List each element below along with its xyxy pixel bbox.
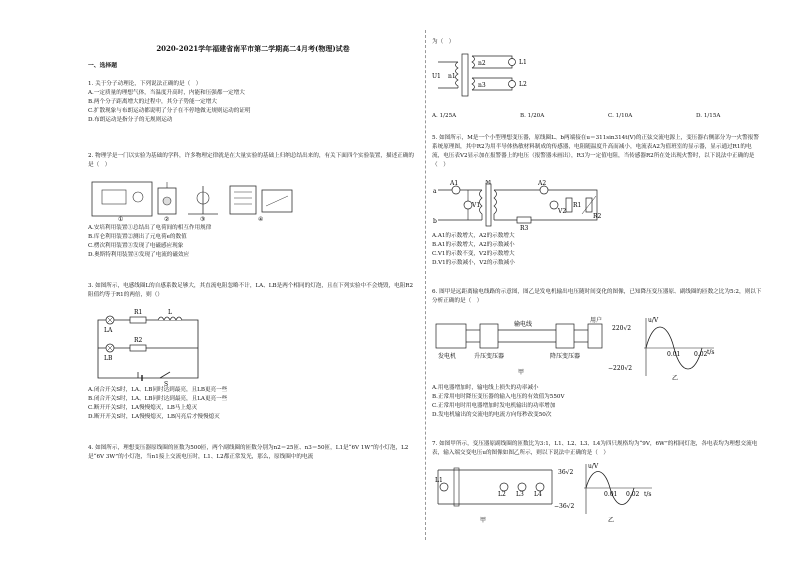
question-stem: 为（ ） (432, 39, 455, 45)
resistor-r2 (130, 345, 146, 351)
label-jia: 甲 (518, 369, 525, 376)
question-stem: 2. 物理学是一门以实验为基础的学科，许多物理定律就是在大量实验的基础上归纳总结出来的，有关下面四个实验装置，描述正确的是（ ） (88, 153, 414, 168)
option-b: B.正常用电时降压变压器的输入电压的有效值为550V (432, 394, 565, 400)
option-a: A.用电器增加时，输电线上损失的功率减小 (432, 385, 539, 391)
option-a: A. 1/25A (432, 113, 457, 119)
label-b: b (433, 218, 437, 225)
option-c: C.扩散现象与布朗运动都说明了分子在不停地做无规则运动的证明 (88, 108, 251, 114)
lamp-l3 (518, 483, 526, 491)
label-m: M (485, 180, 492, 186)
voltage-graph (608, 317, 715, 380)
label-n1: n1 (448, 73, 456, 80)
option-d: D.发电机输出的交流电的电流方向每秒改变50次 (432, 412, 552, 418)
label-u1: U1 (432, 73, 441, 80)
label-a: a (433, 188, 437, 195)
iron-core (462, 54, 468, 96)
resistor-r3 (517, 217, 531, 223)
option-c: C. 1/10A (608, 113, 633, 119)
tick-0-01: 0.01 (604, 491, 618, 498)
label-yi: 乙 (608, 517, 615, 524)
label-lb: LB (104, 355, 113, 362)
lamp-l4 (536, 483, 544, 491)
label-peak: 36√2 (558, 469, 574, 476)
label-l: L (168, 309, 172, 316)
option-c: C.断开开关S时，LA慢慢熄灭，LB马上熄灭 (88, 405, 198, 411)
label-peak: 220√2 (612, 325, 632, 332)
label-r3: R3 (520, 225, 529, 230)
apparatus-1 (92, 182, 152, 216)
u-axis-label: u/V (588, 463, 599, 470)
ammeter-a2 (540, 186, 548, 194)
transformer-m (486, 184, 491, 226)
label-jia: 甲 (480, 517, 487, 524)
transformer-core (454, 468, 459, 506)
option-a: A.闭合开关S时，LA、LB同时达到最亮，且LB更亮一些 (88, 387, 228, 393)
label-r2: R2 (593, 213, 602, 220)
question-stem: 4. 如图所示，理想变压器原线圈的匝数为500匝，两个副线圈的匝数分别为n2＝25匝、n3＝50匝，L1是“6V 1W”的小灯泡，L2是“6V 3W”的小灯泡，当n1接上交流电压时，L1、L2都正常发光，那么，原线圈中的电流 (88, 445, 409, 460)
label-l2: L2 (498, 491, 506, 498)
label-n3: n3 (478, 82, 486, 89)
option-b: B.A1的示数增大，A2的示数减小 (432, 242, 515, 248)
fig-label-1: ① (118, 216, 124, 222)
question-5 (432, 134, 762, 170)
q2-apparatus-figure (88, 178, 418, 222)
question-2 (88, 152, 418, 170)
resistor-r1 (130, 317, 146, 323)
generator-box (436, 324, 466, 348)
step-up-transformer (480, 324, 498, 348)
step-down-transformer (556, 324, 574, 348)
column-divider (425, 30, 427, 540)
label-yi: 乙 (672, 375, 679, 380)
right-column (432, 0, 762, 562)
label-generator: 发电机 (438, 353, 457, 360)
question-1 (88, 80, 418, 125)
label-a2: A2 (538, 180, 547, 187)
question-6-options (432, 384, 762, 420)
page-title: 2020-2021学年福建省南平市第二学期高二4月考(物理)试卷 (156, 44, 350, 53)
option-c: C.V1的示数不变，V2的示数增大 (432, 251, 515, 257)
label-step-up: 升压变压器 (474, 353, 505, 360)
lamp-l1 (509, 59, 516, 66)
label-l3: L3 (516, 491, 524, 498)
voltage-graph (554, 463, 652, 524)
fig-label-2: ② (164, 216, 170, 222)
label-v2: V2 (558, 208, 567, 215)
ammeter-a1 (452, 186, 460, 194)
question-3 (88, 282, 418, 300)
user-box (588, 324, 602, 348)
lamp-l2 (509, 81, 516, 88)
tick-0-01: 0.01 (667, 351, 681, 358)
option-a: A.一定质量的理想气体，当温度升高时，内能和压强都一定增大 (88, 90, 245, 96)
option-a: A.安培利用装置①总结出了电荷间的相互作用规律 (88, 225, 212, 231)
label-l1: L1 (519, 59, 527, 66)
question-stem: 7. 如图甲所示，变压器原副线圈的匝数比为3:1，L1、L2、L3、L4为四只规格均为“9V，6W”的相同灯泡，各电表均为理想交流电表，输入端交变电压u的图像如图乙所示，则以下说法中正确的是（ ） (432, 441, 758, 456)
label-line: 输电线 (514, 321, 533, 328)
option-d: D.断开开关S时，LA慢慢熄灭，LB闪亮后才慢慢熄灭 (88, 414, 220, 420)
question-stem: 5. 如图所示，M是一个小型理想变压器，原线圈L、b两端接在u＝311sin314t(V)的正弦交流电源上，变压器右侧部分为一火警报警系统原理图，其中R2为用半导体热敏材料制成的传感器，电阻随温度升高而减小，电流表A2为值班室的显示器，显示通过R1的电流，电压表V2显示加在报警器上的电压（报警器未画出），R3为一定值电阻，当传感器R2所在处出现火警时，以下说法中正确的是（ ） (432, 135, 759, 168)
question-7 (432, 440, 762, 458)
question-stem: 3. 如图所示，电感线圈L的自感系数足够大，其直流电阻忽略不计，LA、LB是两个相同的灯泡，且在下列实验中不会烧毁，电阻R2阻值约等于R1的两倍，则（） (88, 283, 414, 298)
tick-0-02: 0.02 (626, 491, 640, 498)
q3-circuit-figure (88, 306, 208, 386)
label-step-down: 降压变压器 (550, 353, 581, 360)
t-axis-label: t/s (644, 491, 652, 498)
label-a1: A1 (450, 180, 459, 187)
u-axis-label: u/V (648, 317, 659, 324)
question-6 (432, 288, 762, 306)
resistor-r1 (566, 198, 572, 212)
primary-coil (456, 62, 459, 88)
t-axis-label: t/s (707, 349, 715, 356)
option-d: D.布朗运动是指分子的无规则运动 (88, 117, 173, 123)
option-c: C.正常用电时用电器增加时发电机输出的功率增加 (432, 403, 556, 409)
left-column (88, 0, 418, 562)
label-user: 用户 (590, 317, 603, 324)
label-n2: n2 (478, 60, 486, 67)
question-2-options (88, 224, 418, 260)
q4-transformer-figure (432, 48, 542, 102)
label-trough: −220√2 (608, 365, 633, 372)
option-b: B.库仑利用装置②测出了元电荷e的数值 (88, 234, 187, 240)
question-5-options (432, 232, 762, 268)
question-4-continued (432, 38, 762, 47)
option-d: D.V1的示数减小，V2的示数减小 (432, 260, 515, 266)
tick-0-02: 0.02 (694, 351, 708, 358)
q7-figure (432, 462, 762, 524)
voltmeter-v1 (464, 201, 472, 209)
label-trough: −36√2 (554, 503, 575, 510)
apparatus-4 (230, 186, 256, 214)
fig-label-3: ③ (200, 216, 206, 222)
question-3-options (88, 386, 418, 422)
question-stem: 1. 关于分子动理论，下列说法正确的是（ ） (88, 81, 202, 87)
switch-s (160, 372, 170, 378)
label-s: S (164, 381, 169, 386)
inductor-l (158, 317, 182, 320)
q6-transmission-figure (432, 314, 762, 380)
label-r1: R1 (134, 309, 143, 316)
label-l2: L2 (519, 81, 527, 88)
voltmeter-v2 (550, 201, 558, 209)
question-stem: 6. 图甲是远距离输电线路的示意图，图乙是发电机输出电压随时间变化的图像，已知降压变压器原、副线圈的匝数之比为5:2，则以下分析正确的是（ ） (432, 289, 762, 304)
label-v1: V1 (472, 202, 481, 209)
lamp-l2 (500, 483, 508, 491)
q5-fire-alarm-figure (432, 180, 607, 230)
option-d: D.奥斯特利用装置④发现了电流的磁效应 (88, 252, 190, 258)
option-c: C.楞次利用装置③发现了电磁感应现象 (88, 243, 184, 249)
secondary-coil-n2 (472, 56, 475, 68)
secondary-coil-n3 (472, 78, 475, 90)
question-4 (88, 444, 418, 462)
option-d: D. 1/15A (696, 113, 721, 119)
option-b: B.闭合开关S时，LA、LB同时达到最亮，且LA更亮一些 (88, 396, 228, 402)
option-b: B.两个分子距离增大的过程中，其分子势能一定增大 (88, 99, 217, 105)
label-l4: L4 (534, 491, 542, 498)
option-b: B. 1/20A (520, 113, 545, 119)
fig-label-4: ④ (258, 216, 264, 222)
label-la: LA (104, 327, 113, 334)
label-l1: L1 (435, 477, 443, 484)
lamp-l1 (440, 483, 448, 491)
section-heading: 一、选择题 (88, 63, 117, 69)
label-r1: R1 (573, 202, 582, 209)
label-r2: R2 (134, 337, 143, 344)
option-a: A.A1的示数增大，A2的示数增大 (432, 233, 515, 239)
